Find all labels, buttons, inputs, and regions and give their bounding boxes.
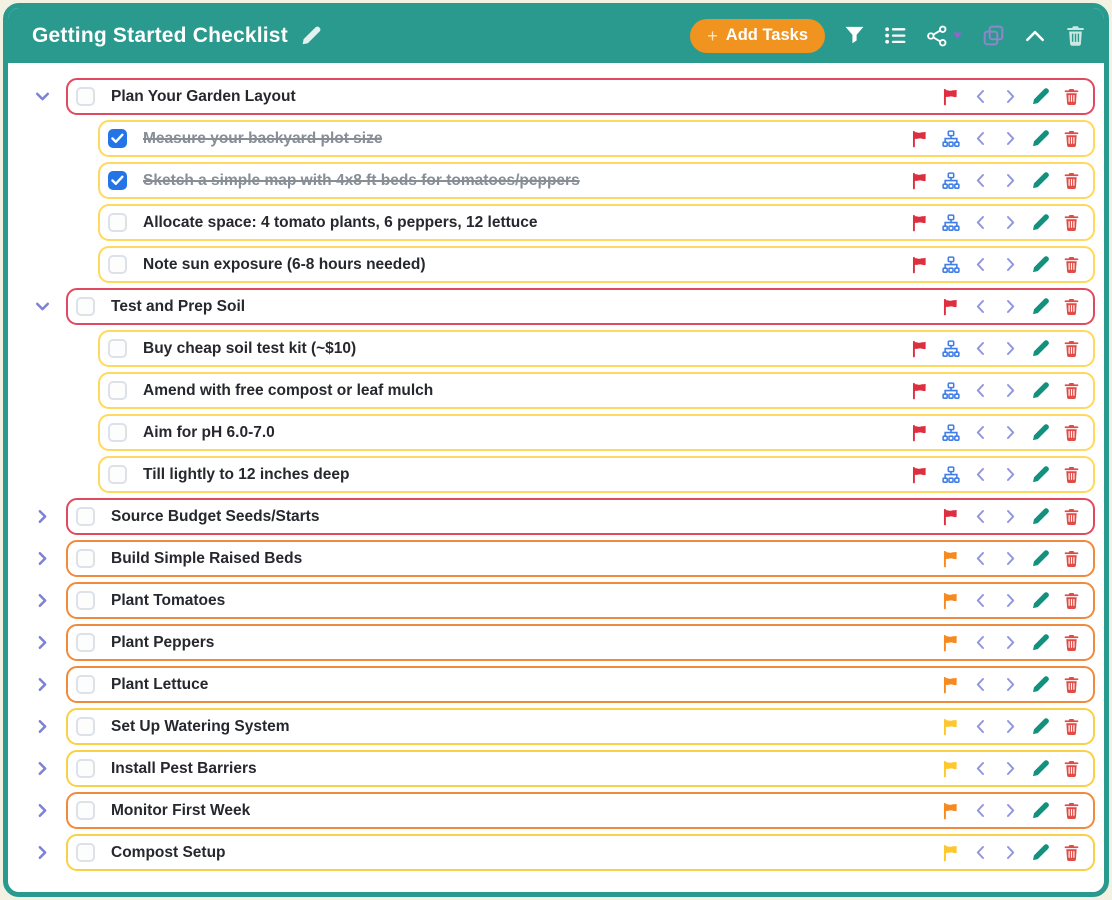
delete-task-trash-icon[interactable] — [1063, 88, 1080, 106]
delete-task-trash-icon[interactable] — [1063, 592, 1080, 610]
edit-task-pencil-icon[interactable] — [1031, 129, 1050, 148]
task-label: Sketch a simple map with 4x8 ft beds for tomatoes/peppers — [143, 171, 580, 189]
delete-task-trash-icon[interactable] — [1063, 424, 1080, 442]
priority-flag-icon[interactable] — [942, 592, 960, 610]
task-row — [18, 414, 1095, 451]
task-actions — [942, 507, 1080, 526]
priority-flag-icon[interactable] — [942, 802, 960, 820]
task-row — [18, 582, 1095, 619]
task-card[interactable] — [66, 288, 1095, 325]
task-label: Plan Your Garden Layout — [111, 87, 296, 105]
task-checkbox[interactable] — [76, 549, 95, 568]
delete-task-trash-icon[interactable] — [1063, 130, 1080, 148]
priority-flag-icon[interactable] — [911, 382, 929, 400]
delete-task-trash-icon[interactable] — [1063, 256, 1080, 274]
task-row — [18, 204, 1095, 241]
indent-chevron-right-icon[interactable] — [1002, 172, 1018, 189]
outdent-chevron-left-icon[interactable] — [973, 592, 989, 609]
task-row — [18, 330, 1095, 367]
task-checkbox[interactable] — [108, 339, 127, 358]
expander-chevron-icon[interactable] — [18, 675, 66, 694]
delete-task-trash-icon[interactable] — [1063, 802, 1080, 820]
expander-chevron-icon[interactable] — [18, 759, 66, 778]
add-tasks-button[interactable] — [690, 19, 825, 53]
delete-task-trash-icon[interactable] — [1063, 634, 1080, 652]
edit-task-pencil-icon[interactable] — [1031, 255, 1050, 274]
task-checkbox[interactable] — [76, 759, 95, 778]
task-checkbox[interactable] — [76, 633, 95, 652]
task-row — [18, 666, 1095, 703]
edit-task-pencil-icon[interactable] — [1031, 633, 1050, 652]
task-actions — [911, 423, 1080, 442]
task-card[interactable] — [98, 330, 1095, 367]
priority-flag-icon[interactable] — [942, 550, 960, 568]
outdent-chevron-left-icon[interactable] — [973, 634, 989, 651]
outdent-chevron-left-icon[interactable] — [973, 676, 989, 693]
task-label: Test and Prep Soil — [111, 297, 246, 315]
subtasks-sitemap-icon[interactable] — [942, 382, 960, 400]
task-card[interactable] — [98, 120, 1095, 157]
expander-chevron-icon[interactable] — [18, 633, 66, 652]
edit-task-pencil-icon[interactable] — [1031, 717, 1050, 736]
delete-task-trash-icon[interactable] — [1063, 172, 1080, 190]
task-card[interactable] — [98, 204, 1095, 241]
task-label: Till lightly to 12 inches deep — [143, 465, 350, 483]
priority-flag-icon[interactable] — [911, 466, 929, 484]
header-bar — [8, 8, 1104, 63]
task-actions — [911, 129, 1080, 148]
priority-flag-icon[interactable] — [911, 340, 929, 358]
task-label: Allocate space: 4 tomato plants, 6 peppers, 12 lettuce — [143, 213, 538, 231]
task-checkbox[interactable] — [76, 801, 95, 820]
delete-task-trash-icon[interactable] — [1063, 298, 1080, 316]
task-row — [18, 708, 1095, 745]
edit-task-pencil-icon[interactable] — [1031, 675, 1050, 694]
indent-chevron-right-icon[interactable] — [1002, 634, 1018, 651]
priority-flag-icon[interactable] — [942, 676, 960, 694]
expander-chevron-icon[interactable] — [18, 717, 66, 736]
priority-flag-icon[interactable] — [942, 718, 960, 736]
task-row — [18, 750, 1095, 787]
expander-chevron-icon[interactable] — [18, 843, 66, 862]
outdent-chevron-left-icon[interactable] — [973, 382, 989, 399]
task-checkbox[interactable] — [108, 171, 127, 190]
task-actions — [942, 297, 1080, 316]
outdent-chevron-left-icon[interactable] — [973, 508, 989, 525]
task-label: Measure your backyard plot size — [143, 129, 383, 147]
delete-task-trash-icon[interactable] — [1063, 550, 1080, 568]
task-row — [18, 162, 1095, 199]
task-list — [8, 63, 1104, 871]
expander-chevron-icon[interactable] — [18, 87, 66, 106]
task-row — [18, 498, 1095, 535]
indent-chevron-right-icon[interactable] — [1002, 676, 1018, 693]
task-checkbox[interactable] — [76, 297, 95, 316]
outdent-chevron-left-icon[interactable] — [973, 550, 989, 567]
indent-chevron-right-icon[interactable] — [1002, 592, 1018, 609]
task-actions — [911, 255, 1080, 274]
task-checkbox[interactable] — [76, 87, 95, 106]
priority-flag-icon[interactable] — [942, 88, 960, 106]
task-actions — [942, 675, 1080, 694]
outdent-chevron-left-icon[interactable] — [973, 340, 989, 357]
priority-flag-icon[interactable] — [911, 256, 929, 274]
task-row — [18, 246, 1095, 283]
task-row — [18, 792, 1095, 829]
task-checkbox[interactable] — [108, 381, 127, 400]
title-area — [32, 24, 322, 48]
list-view-icon[interactable] — [884, 25, 907, 46]
task-card[interactable] — [98, 456, 1095, 493]
task-card[interactable] — [66, 834, 1095, 871]
share-control[interactable] — [926, 25, 963, 47]
indent-chevron-right-icon[interactable] — [1002, 466, 1018, 483]
indent-chevron-right-icon[interactable] — [1002, 550, 1018, 567]
page-title: Getting Started Checklist — [32, 23, 288, 47]
task-card[interactable] — [98, 246, 1095, 283]
priority-flag-icon[interactable] — [911, 424, 929, 442]
task-row — [18, 78, 1095, 115]
edit-task-pencil-icon[interactable] — [1031, 87, 1050, 106]
priority-flag-icon[interactable] — [942, 634, 960, 652]
task-label: Aim for pH 6.0-7.0 — [143, 423, 275, 441]
subtasks-sitemap-icon[interactable] — [942, 466, 960, 484]
delete-task-trash-icon[interactable] — [1063, 340, 1080, 358]
task-card[interactable] — [66, 582, 1095, 619]
edit-task-pencil-icon[interactable] — [1031, 549, 1050, 568]
share-nodes-icon[interactable] — [926, 25, 948, 47]
outdent-chevron-left-icon[interactable] — [973, 172, 989, 189]
edit-task-pencil-icon[interactable] — [1031, 339, 1050, 358]
task-actions — [942, 549, 1080, 568]
task-actions — [911, 381, 1080, 400]
outdent-chevron-left-icon[interactable] — [973, 130, 989, 147]
outdent-chevron-left-icon[interactable] — [973, 298, 989, 315]
task-card[interactable] — [98, 162, 1095, 199]
indent-chevron-right-icon[interactable] — [1002, 424, 1018, 441]
indent-chevron-right-icon[interactable] — [1002, 718, 1018, 735]
subtasks-sitemap-icon[interactable] — [942, 172, 960, 190]
priority-flag-icon[interactable] — [942, 844, 960, 862]
task-actions — [942, 87, 1080, 106]
task-card[interactable] — [66, 708, 1095, 745]
edit-task-pencil-icon[interactable] — [1031, 843, 1050, 862]
indent-chevron-right-icon[interactable] — [1002, 214, 1018, 231]
task-actions — [911, 171, 1080, 190]
task-actions — [942, 759, 1080, 778]
outdent-chevron-left-icon[interactable] — [973, 256, 989, 273]
task-checkbox[interactable] — [76, 675, 95, 694]
task-actions — [942, 843, 1080, 862]
task-actions — [911, 213, 1080, 232]
task-card[interactable] — [66, 624, 1095, 661]
task-checkbox[interactable] — [76, 507, 95, 526]
indent-chevron-right-icon[interactable] — [1002, 508, 1018, 525]
header-actions — [690, 19, 1086, 53]
task-actions — [942, 717, 1080, 736]
task-checkbox[interactable] — [108, 423, 127, 442]
task-card[interactable] — [66, 78, 1095, 115]
edit-task-pencil-icon[interactable] — [1031, 297, 1050, 316]
indent-chevron-right-icon[interactable] — [1002, 802, 1018, 819]
outdent-chevron-left-icon[interactable] — [973, 802, 989, 819]
priority-flag-icon[interactable] — [911, 130, 929, 148]
delete-task-trash-icon[interactable] — [1063, 466, 1080, 484]
task-row — [18, 624, 1095, 661]
expander-chevron-icon[interactable] — [18, 801, 66, 820]
task-actions — [942, 801, 1080, 820]
task-label: Source Budget Seeds/Starts — [111, 507, 320, 525]
task-label: Note sun exposure (6-8 hours needed) — [143, 255, 426, 273]
expander-chevron-icon[interactable] — [18, 591, 66, 610]
task-card[interactable] — [66, 750, 1095, 787]
expander-chevron-icon[interactable] — [18, 549, 66, 568]
indent-chevron-right-icon[interactable] — [1002, 298, 1018, 315]
task-row — [18, 372, 1095, 409]
outdent-chevron-left-icon[interactable] — [973, 760, 989, 777]
priority-flag-icon[interactable] — [942, 298, 960, 316]
task-card[interactable] — [66, 540, 1095, 577]
outdent-chevron-left-icon[interactable] — [973, 718, 989, 735]
indent-chevron-right-icon[interactable] — [1002, 844, 1018, 861]
subtasks-sitemap-icon[interactable] — [942, 256, 960, 274]
subtasks-sitemap-icon[interactable] — [942, 214, 960, 232]
delete-list-trash-icon[interactable] — [1065, 25, 1086, 47]
task-card[interactable] — [66, 792, 1095, 829]
edit-task-pencil-icon[interactable] — [1031, 591, 1050, 610]
edit-task-pencil-icon[interactable] — [1031, 759, 1050, 778]
subtasks-sitemap-icon[interactable] — [942, 130, 960, 148]
task-row — [18, 540, 1095, 577]
priority-flag-icon[interactable] — [911, 172, 929, 190]
edit-task-pencil-icon[interactable] — [1031, 381, 1050, 400]
delete-task-trash-icon[interactable] — [1063, 760, 1080, 778]
add-tasks-label: Add Tasks — [725, 26, 808, 44]
task-checkbox[interactable] — [108, 255, 127, 274]
indent-chevron-right-icon[interactable] — [1002, 340, 1018, 357]
task-checkbox[interactable] — [108, 129, 127, 148]
task-checkbox[interactable] — [108, 213, 127, 232]
task-label: Install Pest Barriers — [111, 759, 257, 777]
task-actions — [942, 591, 1080, 610]
edit-task-pencil-icon[interactable] — [1031, 423, 1050, 442]
task-actions — [911, 465, 1080, 484]
outdent-chevron-left-icon[interactable] — [973, 214, 989, 231]
task-row — [18, 834, 1095, 871]
delete-task-trash-icon[interactable] — [1063, 508, 1080, 526]
indent-chevron-right-icon[interactable] — [1002, 760, 1018, 777]
plus-icon: + — [707, 25, 718, 46]
copy-icon[interactable] — [982, 24, 1005, 47]
delete-task-trash-icon[interactable] — [1063, 844, 1080, 862]
task-label: Set Up Watering System — [111, 717, 290, 735]
delete-task-trash-icon[interactable] — [1063, 214, 1080, 232]
collapse-all-icon[interactable] — [1024, 27, 1046, 45]
task-label: Build Simple Raised Beds — [111, 549, 303, 567]
outdent-chevron-left-icon[interactable] — [973, 466, 989, 483]
task-actions — [942, 633, 1080, 652]
task-label: Monitor First Week — [111, 801, 251, 819]
edit-task-pencil-icon[interactable] — [1031, 171, 1050, 190]
task-label: Plant Lettuce — [111, 675, 209, 693]
outdent-chevron-left-icon[interactable] — [973, 844, 989, 861]
priority-flag-icon[interactable] — [942, 508, 960, 526]
task-checkbox[interactable] — [108, 465, 127, 484]
filter-icon[interactable] — [844, 25, 865, 46]
edit-title-pencil-icon[interactable] — [300, 25, 322, 47]
task-label: Compost Setup — [111, 843, 226, 861]
edit-task-pencil-icon[interactable] — [1031, 507, 1050, 526]
task-card[interactable] — [66, 498, 1095, 535]
task-actions — [911, 339, 1080, 358]
indent-chevron-right-icon[interactable] — [1002, 88, 1018, 105]
indent-chevron-right-icon[interactable] — [1002, 382, 1018, 399]
priority-flag-icon[interactable] — [942, 760, 960, 778]
subtasks-sitemap-icon[interactable] — [942, 340, 960, 358]
subtasks-sitemap-icon[interactable] — [942, 424, 960, 442]
delete-task-trash-icon[interactable] — [1063, 676, 1080, 694]
task-label: Buy cheap soil test kit (~$10) — [143, 339, 357, 357]
task-card[interactable] — [98, 414, 1095, 451]
checklist-window — [3, 3, 1109, 897]
task-checkbox[interactable] — [76, 591, 95, 610]
delete-task-trash-icon[interactable] — [1063, 382, 1080, 400]
expander-chevron-icon[interactable] — [18, 297, 66, 316]
task-label: Plant Tomatoes — [111, 591, 226, 609]
task-card[interactable] — [98, 372, 1095, 409]
indent-chevron-right-icon[interactable] — [1002, 256, 1018, 273]
delete-task-trash-icon[interactable] — [1063, 718, 1080, 736]
indent-chevron-right-icon[interactable] — [1002, 130, 1018, 147]
task-label: Plant Peppers — [111, 633, 215, 651]
outdent-chevron-left-icon[interactable] — [973, 424, 989, 441]
expander-chevron-icon[interactable] — [18, 507, 66, 526]
edit-task-pencil-icon[interactable] — [1031, 213, 1050, 232]
task-row — [18, 120, 1095, 157]
edit-task-pencil-icon[interactable] — [1031, 801, 1050, 820]
outdent-chevron-left-icon[interactable] — [973, 88, 989, 105]
task-row — [18, 288, 1095, 325]
share-caret-down-icon[interactable] — [952, 31, 963, 40]
task-checkbox[interactable] — [76, 717, 95, 736]
task-card[interactable] — [66, 666, 1095, 703]
priority-flag-icon[interactable] — [911, 214, 929, 232]
task-checkbox[interactable] — [76, 843, 95, 862]
edit-task-pencil-icon[interactable] — [1031, 465, 1050, 484]
task-row — [18, 456, 1095, 493]
task-label: Amend with free compost or leaf mulch — [143, 381, 434, 399]
